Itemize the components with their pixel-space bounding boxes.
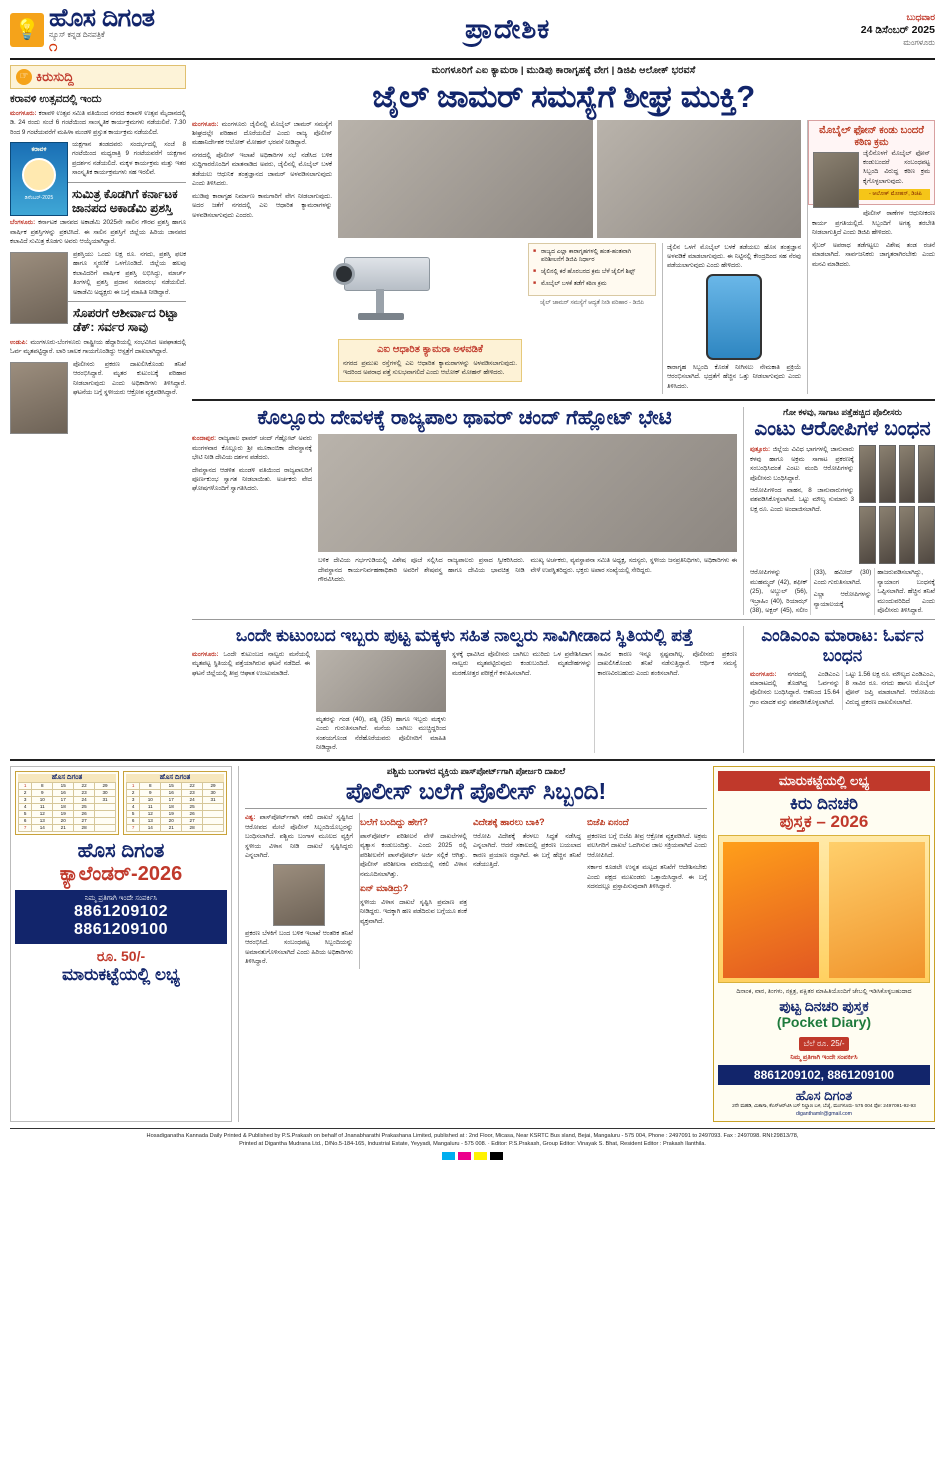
diary-headline-2: ಪುಸ್ತಕ – 2026 [779,812,869,832]
date: 24 ಡಿಸೆಂಬರ್ 2025 [860,24,935,37]
cmyk-registration-marks [10,1152,935,1160]
diary-footer-address: 2ನೇ ಮಹಡಿ, ಮಿಕಾಸಾ, ಕೆಎಸ್‌ಆರ್‌ಟಿಸಿ ಬಸ್ ನಿಲ್ದಾಣ ಬಳಿ, ಬೆಜೈ, ಮಂಗಳೂರು- 575 004 ಫೋ: 2497091-92-93 [732,1104,916,1110]
mobile-box-attribution: - ಆಲೋಕ್ ಮೋಹನ್, ಡಿಜಿಪಿ [813,189,930,200]
lead-body-2: ನಗರದಲ್ಲಿ ಪೊಲೀಸ್ ಇಲಾಖೆ ಅಧಿಕಾರಿಗಳ ಸಭೆ ನಡೆಸಿದ ಬಳಿಕ ಸುದ್ದಿಗಾರರೊಂದಿಗೆ ಮಾತನಾಡಿದ ಅವರು, ಜೈಲಿನಲ್ಲಿ ಮೊಬೈಲ್ ಬಳಕೆ ತಡೆಯಲು ಆಧುನಿಕ ತಂತ್ರಜ್ಞಾನದ ಜಾಮರ್ ಅಳವಡಿಸಲಾಗುವುದು ಎಂದು ತಿಳಿಸಿದರು. [192,151,332,188]
body-text: ಮಂಗಳೂರು-ಬೆಂಗಳೂರು ರಾಷ್ಟ್ರೀಯ ಹೆದ್ದಾರಿಯಲ್ಲಿ ಸಂಭವಿಸಿದ ಅಪಘಾತದಲ್ಲಿ ಓರ್ವ ಮೃತಪಟ್ಟಿದ್ದಾರೆ. ಲಾರಿ ಚಾಲಕ ಗಾಯಗೊಂಡಿದ್ದು ಆಸ್ಪತ್ರೆಗೆ ದಾಖಲಾಗಿದ್ದಾರೆ. [10,338,186,356]
lead-right-body-2: ಸೈಬರ್ ಅಪರಾಧ ತಡೆಗಟ್ಟಲು ವಿಶೇಷ ತಂಡ ರಚನೆ ಮಾಡಲಾಗಿದೆ. ಸಾರ್ವಜನಿಕರು ಜಾಗೃತರಾಗಿರಬೇಕು ಎಂದು ಮನವಿ ಮಾಡಿದರು. [812,241,935,268]
calendar-price: ರೂ. 50/- [96,947,146,964]
third-tier [192,626,935,752]
kolluru-photo [318,434,737,552]
phone-number-2[interactable]: 8861209100 [74,920,168,938]
left-item3-heading: ಸೊಪರಗೆ ಆಶೀರ್ವಾದ ರಿಟ್ಟಾ ಡೆಕ್: ಸರ್ವರ ಸಾವು [73,305,179,335]
byline: ಉಡುಪಿ: [10,338,28,346]
answer-4: ಪ್ರಕರಣದ ಬಗ್ಗೆ ಬಿಜೆಪಿ ತೀವ್ರ ಆಕ್ರೋಶ ವ್ಯಕ್ತಪಡಿಸಿದೆ. ಅಕ್ರಮ ವಲಸಿಗರಿಗೆ ದಾಖಲೆ ಒದಗಿಸುವ ಜಾಲ ಸಕ್ರಿಯವಾಗಿದೆ ಎಂದು ಆರೋಪಿಸಿದೆ. [587,832,707,859]
police-body-2: ಪ್ರಕರಣ ಬೆಳಕಿಗೆ ಬಂದ ಬಳಿಕ ಇಲಾಖೆ ಆಂತರಿಕ ತನಿಖೆ ಆರಂಭಿಸಿದೆ. ಸಂಬಂಧಪಟ್ಟ ಸಿಬ್ಬಂದಿಯನ್ನು ಅಮಾನತುಗೊಳಿಸಲಾಗಿದೆ ಎಂದು ಹಿರಿಯ ಅಧಿಕಾರಿಗಳು ತಿಳಿಸಿದ್ದಾರೆ. [245,929,353,965]
lead-kicker: ಮಂಗಳೂರಿಗೆ ಎಐ ಕ್ಯಾಮರಾ | ಮುಡಿಪು ಕಾರಾಗೃಹಕ್ಕೆ ವೇಗ | ಡಿಜಿಪಿ ಆಲೋಕ್ ಭರವಸೆ [431,64,696,76]
kirusuddi-title-1: ಕಿರು [36,68,54,84]
mobile-box-title: ಮೊಬೈಲ್ ಫೋನ್ ಕಂಡು ಬಂದರೆ ಕಠಿಣ ಕ್ರಮ [819,124,924,148]
weekday: ಬುಧವಾರ [906,12,935,23]
megaphone-icon: ☞ [16,69,32,85]
accused-portrait [273,864,325,926]
lead-mid-body-1: ಜೈಲಿನ ಒಳಗೆ ಮೊಬೈಲ್ ಬಳಕೆ ತಡೆಯಲು ಹೊಸ ತಂತ್ರಜ್ಞಾನ ಅಳವಡಿಕೆ ಮಾಡಲಾಗುವುದು. ಈ ನಿಟ್ಟಿನಲ್ಲಿ ಕೇಂದ್ರದಿಂದ ಸಹ ನೆರವು ಪಡೆಯಲಾಗುವುದು ಎಂದು ಹೇಳಿದರು. [667,243,801,270]
mdma-story [743,626,935,752]
question-3: ವಿದೇಶಕ್ಕೆ ಹಾರಲು ಬಾಕಿ? [473,817,545,828]
answer-1: ಪಾಸ್‌ಪೋರ್ಟ್ ಪರಿಶೀಲನೆ ವೇಳೆ ದಾಖಲೆಗಳಲ್ಲಿ ವ್ಯತ್ಯಾಸ ಕಂಡುಬಂದಿತ್ತು. ಎಂದು 2025 ರಲ್ಲಿ ಪರಿಶೀಲನೆಗೆ ಪಾಸ್‌ಪೋರ್ಟ್ ಅರ್ಜಿ ಸಲ್ಲಿಕೆ ಆಗಿತ್ತು. ಪೊಲೀಸ್ ಪರಿಶೀಲನಾ ವರದಿಯಲ್ಲಿ ನಕಲಿ ವಿಳಾಸ ನಮೂದಿಸಲಾಗಿತ್ತು. [360,832,467,878]
question-2: ಏನ್ ಮಾಡಿದ್ರು? [360,883,409,894]
kolluru-body-3: ಬಳಿಕ ದೇವಿಯ ಗರ್ಭಗುಡಿಯಲ್ಲಿ ವಿಶೇಷ ಪೂಜೆ ಸಲ್ಲಿಸಿದ ರಾಜ್ಯಪಾಲರು ಪ್ರಸಾದ ಸ್ವೀಕರಿಸಿದರು. ದೇವಸ್ಥಾನದ ಕಾರ್ಯನಿರ್ವಹಣಾಧಿಕಾರಿ ಅವರಿಗೆ ಶೇಷವಸ್ತ್ರ ಹಾಗೂ ದೇವಿಯ ಭಾವಚಿತ್ರ ನೀಡಿ ಗೌರವಿಸಿದರು. [318,557,525,584]
top-section [10,65,935,753]
family-body-1: ಒಂದೇ ಕುಟುಂಬದ ನಾಲ್ವರು ಮನೆಯಲ್ಲಿ ಮೃತಪಟ್ಟ ಸ್ಥಿತಿಯಲ್ಲಿ ಪತ್ತೆಯಾಗಿರುವ ಘಟನೆ ನಡೆದಿದೆ. ಈ ಘಟನೆ ಜಿಲ್ಲೆಯಲ್ಲಿ ತೀವ್ರ ಆಘಾತ ಉಂಟುಮಾಡಿದೆ. [192,650,310,677]
kolluru-body-1: ರಾಜ್ಯಪಾಲ ಥಾವರ್ ಚಂದ್ ಗೆಹ್ಲೋಟ್ ಅವರು ಮಂಗಳವಾರ ಕೊಲ್ಲೂರು ಶ್ರೀ ಮೂಕಾಂಬಿಕಾ ದೇವಸ್ಥಾನಕ್ಕೆ ಭೇಟಿ ನೀಡಿ ದೇವಿಯ ದರ್ಶನ ಪಡೆದರು. [192,435,312,462]
diary-price: ಬೆಲೆ ರೂ. 25/- [799,1037,848,1051]
calendar-grid: 1 8 15 22 29 2 9 16 23 30 3 10 17 24 31 4 11 18 25 5 12 19 26 6 13 20 27 7 14 21 28 [18,782,116,832]
byline: ಮಂಗಳೂರು: [192,120,219,128]
logo-subtitle: ನ್ಯೂಸ್ ಕನ್ನಡ ದಿನಪತ್ರಿಕೆ [49,30,105,39]
mobile-box-body: ಜೈಲಿನೊಳಗೆ ಮೊಬೈಲ್ ಫೋನ್ ಕಂಡುಬಂದರೆ ಸಂಬಂಧಪಟ್ಟ ಸಿಬ್ಬಂದಿ ವಿರುದ್ಧ ಕಠಿಣ ಕ್ರಮ ಕೈಗೊಳ್ಳಲಾಗುವುದು. [863,149,930,185]
byline: ಪುತ್ತೂರು: [750,446,771,454]
masthead-date-block [861,11,935,48]
calendar-card-2 [123,771,227,835]
mobile-phone-illustration [706,274,762,360]
left-item2-heading: ಸುಮಿತ್ರ ಕೊಡಗಿಗೆ ಕರ್ನಾಟಕ ಜಾನಪದ ಅಕಾಡೆಮಿ ಪ್ರಶಸ್ತಿ [72,186,178,216]
lead-right-body-1: ಪೊಲೀಸ್ ಠಾಣೆಗಳ ಆಧುನೀಕರಣ ಕಾರ್ಯ ಪ್ರಗತಿಯಲ್ಲಿದೆ. ಸಿಬ್ಬಂದಿಗೆ ಅಗತ್ಯ ತರಬೇತಿ ನೀಡಲಾಗುತ್ತಿದೆ ಎಂದು ಡಿಜಿಪಿ ಹೇಳಿದರು. [812,210,935,237]
kirusuddi-title-2: ಸುದ್ದಿ [53,68,74,84]
calendar-availability: ಮಾರುಕಟ್ಟೆಯಲ್ಲಿ ಲಭ್ಯ [61,964,180,984]
festival-badge [10,142,68,216]
lead-body-1: ಮಂಗಳೂರು ಜೈಲಿನಲ್ಲಿ ಮೊಬೈಲ್ ಜಾಮರ್ ಸಮಸ್ಯೆಗೆ ಶೀಘ್ರದಲ್ಲೇ ಪರಿಹಾರ ದೊರೆಯಲಿದೆ ಎಂದು ರಾಜ್ಯ ಪೊಲೀಸ್ ಮಹಾನಿರ್ದೇಶಕ ಆಲೋಕ್ ಮೋಹನ್ ಭರವಸೆ ನೀಡಿದ್ದಾರೆ. [192,120,333,147]
diary-sub-2: (Pocket Diary) [776,1014,872,1031]
camera-lens-icon [333,263,355,285]
lead-photo-strip [338,120,801,238]
logo-title: ಹೊಸ ದಿಗಂತ [49,4,155,32]
diary-sub-1: ಪುಟ್ಟ ದಿನಚರಿ ಪುಸ್ತಕ [779,998,869,1015]
lamp-icon: 💡 [10,13,44,47]
question-4: ಬಿಜೆಪಿ ಏನಂದೆ [587,817,629,828]
lead-photo-1 [338,120,593,238]
family-story [192,626,737,752]
ai-camera-body: ನಗರದ ಪ್ರಮುಖ ರಸ್ತೆಗಳಲ್ಲಿ ಎಐ ಆಧಾರಿತ ಕ್ಯಾಮರಾಗಳನ್ನು ಅಳವಡಿಸಲಾಗುವುದು. ಇದರಿಂದ ಅಪರಾಧ ಪತ್ತೆ ಸುಲಭವಾಗಲಿದೆ ಎಂದು ಆಲೋಕ್ ಮೋಹನ್ ಹೇಳಿದರು. [343,359,517,377]
mdma-headline: ಎಂಡಿಎಂಎ ಮಾರಾಟ: ಓರ್ವನ ಬಂಧನ [761,626,924,665]
kolluru-story [192,407,737,615]
arrest-body-3: ಆರೋಪಿಗಳನ್ನು ಮುಹಮ್ಮದ್ (42), ಶಫೀಕ್ (25), ಅಬ್ದುಲ್ (56), ಇಬ್ರಾಹಿಂ (40), ರಿಯಾಝ್ (38), ಅಕ್ಬರ್ (45), ಸಲೀಂ (33), ಹಮೀದ್ (30) ಎಂದು ಗುರುತಿಸಲಾಗಿದೆ. [750,569,872,614]
calendar-contact-block[interactable] [15,890,227,944]
question-1: ಬಲೆಗೆ ಬಂದಿದ್ದು ಹೇಗೆ? [360,817,428,828]
diary-footer-email: diganthamlr@gmail.com [795,1110,852,1117]
bullet-caption: ಜೈಲ್ ಜಾಮರ್ ಸಮಸ್ಯೆಗೆ ಆದ್ಯತೆ ನೀಡಿ ಪರಿಹಾರ - ಡಿಜಿಪಿ [540,300,644,307]
diary-contact-label: ನಿಮ್ಮ ಪ್ರತಿಗಾಗಿ ಇಂದೇ ಸಂಪರ್ಕಿಸಿ [790,1054,858,1062]
ai-camera-caption: ಎಐ ಆಧಾರಿತ ಕ್ಯಾಮರಾ ಅಳವಡಿಕೆ [377,343,483,355]
byline: ಮಂಗಳೂರು: [10,109,37,117]
lead-first-column [192,120,332,395]
logo-page-number: ೧ [49,37,58,55]
kolluru-body-2: ದೇವಸ್ಥಾನದ ಆಡಳಿತ ಮಂಡಳಿ ವತಿಯಿಂದ ರಾಜ್ಯಪಾಲರಿಗೆ ಪೂರ್ಣಕುಂಭ ಸ್ವಾಗತ ನೀಡಲಾಯಿತು. ಅರ್ಚಕರು ವೇದ ಘೋಷಗಳೊಂದಿಗೆ ಸ್ವಾಗತಿಸಿದರು. [192,466,312,493]
left-column [10,65,186,753]
calendar-brand-year: ಕ್ಯಾಲೆಂಡರ್-2026 [59,862,183,885]
cctv-camera-illustration [338,243,522,339]
diary-banner: ಮಾರುಕಟ್ಟೆಯಲ್ಲಿ ಲಭ್ಯ [718,771,930,791]
footer-line-1: Hosadiganatha Kannada Daily Printed & Published by P.S.Prakash on behalf of Jnanabharathi Prakashana Limited, published at : 2nd Floor, Micasa, Near KSRTC Bus sland, Bejai, Mangaluru - 575 004, Phone : 2497091 to 2497093. Fax : 2497098. RNI:29813/78, [146,1132,799,1139]
badge-top-text: ಕರಾವಳಿ [31,146,47,153]
section-title: ಪ್ರಾದೇಶಿಕ [465,13,551,44]
diary-headline-1: ಕಿರು ದಿನಚರಿ [789,793,859,813]
ai-camera-box [338,339,522,383]
footer-line-2: Printed at Digantha Mudrana Ltd., D/No.5-184-165, Industrial Estate, Yeyyadi, Mangaluru - 575 008. · Editor: P.S.Prakash, Group Editor: Vinayak S. Bhat, Resident Editor : Prakash Ilanthila. [239,1141,706,1148]
body-text-2: ಪ್ರಶಸ್ತಿಯು ಒಂದು ಲಕ್ಷ ರೂ. ನಗದು, ಪ್ರಶಸ್ತಿ ಫಲಕ ಹಾಗೂ ಸ್ಮರಣಿಕೆ ಒಳಗೊಂಡಿದೆ. ಜಿಲ್ಲೆಯ ಹಲವು ಕಲಾವಿದರಿಗೆ ವಾರ್ಷಿಕ ಪ್ರಶಸ್ತಿ ಲಭಿಸಿದ್ದು, ಮಾರ್ಚ್ ತಿಂಗಳಲ್ಲಿ ಪ್ರಶಸ್ತಿ ಪ್ರದಾನ ಸಮಾರಂಭ ನಡೆಯಲಿದೆ. ಅಕಾಡೆಮಿ ಅಧ್ಯಕ್ಷರು ಈ ಬಗ್ಗೆ ಮಾಹಿತಿ ನೀಡಿದ್ದಾರೆ. [73,250,186,296]
accused-mugshots [859,445,935,564]
diary-footer-brand: ಹೊಸ ದಿಗಂತ [795,1088,853,1104]
lead-photo-2 [597,120,801,238]
byline: ಮಂಗಳೂರು: [750,670,777,678]
second-tier [192,407,935,615]
police-body-1: ಪಾಸ್‌ಪೋರ್ಟ್‌ಗಾಗಿ ನಕಲಿ ದಾಖಲೆ ಸೃಷ್ಟಿಸಿದ ಆರೋಪದ ಮೇಲೆ ಪೊಲೀಸ್ ಸಿಬ್ಬಂದಿಯೊಬ್ಬರನ್ನು ಬಂಧಿಸಲಾಗಿದೆ. ಪಶ್ಚಿಮ ಬಂಗಾಳ ಮೂಲದ ವ್ಯಕ್ತಿಗೆ ಸ್ಥಳೀಯ ವಿಳಾಸ ನೀಡಿ ದಾಖಲೆ ಸೃಷ್ಟಿಸಿದ್ದರು ಎನ್ನಲಾಗಿದೆ. [245,814,354,860]
contact-label: ನಿಮ್ಮ ಪ್ರತಿಗಾಗಿ ಇಂದೇ ಸಂಪರ್ಕಿಸಿ [84,894,158,902]
family-headline: ಒಂದೇ ಕುಟುಂಬದ ಇಬ್ಬರು ಪುಟ್ಟ ಮಕ್ಕಳು ಸಹಿತ ನಾಲ್ವರು ಸಾವಿಗೀಡಾದ ಸ್ಥಿತಿಯಲ್ಲಿ ಪತ್ತೆ [235,626,694,646]
mugshot [899,506,916,564]
mdma-body-1: ನಗರದಲ್ಲಿ ಎಂಡಿಎಂಎ ಮಾರಾಟದಲ್ಲಿ ತೊಡಗಿದ್ದ ಓರ್ವನನ್ನು ಪೊಲೀಸರು ಬಂಧಿಸಿದ್ದಾರೆ. ಆತನಿಂದ 15.64 ಗ್ರಾಂ ಮಾದಕ ವಸ್ತು ವಶಪಡಿಸಿಕೊಳ್ಳಲಾಗಿದೆ. [750,670,840,706]
left-item2-body [10,218,186,246]
body-text-2: ಯಕ್ಷಗಾನ ತಂಡದವರು ಸಂದರ್ಭದಲ್ಲಿ ಸಂಜೆ 8 ಗಂಟೆಯಿಂದ ಮಧ್ಯರಾತ್ರಿ 9 ಗಂಟೆಯವರೆಗೆ ಯಕ್ಷಗಾನ ಪ್ರದರ್ಶನ ನಡೆಯಲಿದೆ. ಮಕ್ಕಳ ಕಾರ್ಯಕ್ರಮ ಮತ್ತು ಇತರ ಸಾಂಸ್ಕೃತಿಕ ಕಾರ್ಯಕ್ರಮಗಳು ಸಹ ಇರಲಿವೆ. [72,140,186,177]
answer-4b: ಸರ್ಕಾರ ಕೂಡಲೇ ಉನ್ನತ ಮಟ್ಟದ ತನಿಖೆಗೆ ಆದೇಶಿಸಬೇಕು ಎಂದು ಪಕ್ಷದ ಮುಖಂಡರು ಒತ್ತಾಯಿಸಿದ್ದಾರೆ. ಈ ಬಗ್ಗೆ ಸದನದಲ್ಲೂ ಪ್ರಸ್ತಾಪಿಸುವುದಾಗಿ ತಿಳಿಸಿದ್ದಾರೆ. [587,864,707,891]
calendar-card-1 [15,771,119,835]
left-item1-heading: ಕರಾವಳಿ ಉತ್ಸವದಲ್ಲಿ ಇಂದು [10,92,102,105]
arrest-kicker: ಗೋ ಕಳವು, ಸಾಗಾಟ ಪತ್ತೆಹಚ್ಚಿದ ಪೊಲೀಸರು [783,407,902,418]
portrait-photo-2 [10,362,68,434]
bullet-3: ■ ಮೊಬೈಲ್ ಬಳಕೆ ತಡೆಗೆ ಕಠಿಣ ಕ್ರಮ [533,280,651,289]
officer-photo [813,152,859,208]
badge-bottom-text: ಡಿಸೆಂಬರ್-2025 [24,194,54,201]
lead-headline: ಜೈಲ್ ಜಾಮರ್ ಸಮಸ್ಯೆಗೆ ಶೀಘ್ರ ಮುಕ್ತಿ? [372,78,755,114]
mugshot [899,445,916,503]
bullet-1: ■ ರಾಜ್ಯದ ಎಲ್ಲಾ ಕಾರಾಗೃಹಗಳಲ್ಲಿ ಹಂತ-ಹಂತವಾಗಿ ಪರಿಶೀಲನೆಗೆ ಡಿಜಿಪಿ ನಿರ್ಧಾರ [533,248,651,265]
mugshot [859,506,876,564]
bullet-2: ■ ಜೈಲಿನಲ್ಲಿ ಕರೆ ಹೊರಬರದ ಕ್ರಮ ಬೆಳೆ ಜೈಲಿಗೆ ಶಿಫ್ಟ್ [533,268,651,277]
lead-story [192,65,935,395]
body-text: ಕರ್ನಾಟಕ ಜಾನಪದ ಅಕಾಡೆಮಿ 2025ನೇ ಸಾಲಿನ ಗೌರವ ಪ್ರಶಸ್ತಿ ಹಾಗೂ ವಾರ್ಷಿಕ ಪ್ರಶಸ್ತಿಗಳನ್ನು ಪ್ರಕಟಿಸಿದೆ. ಈ ಸಾಲಿನ ಪ್ರಶಸ್ತಿಗೆ ಜಿಲ್ಲೆಯ ಹಿರಿಯ ಜಾನಪದ ಕಲಾವಿದೆ ಸುಮಿತ್ರ ಕೊಡಗು ಅವರು ಆಯ್ಕೆಯಾಗಿದ್ದಾರೆ. [10,219,186,246]
portrait-photo [10,252,68,324]
byline: ಕುಂದಾಪುರ: [192,435,217,443]
arrest-body-1: ಜಿಲ್ಲೆಯ ವಿವಿಧ ಭಾಗಗಳಲ್ಲಿ ಜಾನುವಾರು ಕಳವು ಹಾಗೂ ಅಕ್ರಮ ಸಾಗಾಟ ಪ್ರಕರಣಕ್ಕೆ ಸಂಬಂಧಿಸಿದಂತೆ ಎಂಟು ಮಂದಿ ಆರೋಪಿಗಳನ್ನು ಪೊಲೀಸರು ಬಂಧಿಸಿದ್ದಾರೆ. [750,446,855,482]
page-footer [10,1128,935,1149]
mobile-warning-box [808,120,935,206]
police-headline: ಪೊಲೀಸ್ ಬಲೆಗೆ ಪೊಲೀಸ್ ಸಿಬ್ಬಂದಿ! [345,777,607,804]
main-content [192,65,935,753]
mugshot [879,506,896,564]
family-body-4: ಸಾವಿನ ಕಾರಣ ಇನ್ನೂ ಸ್ಪಷ್ಟವಾಗಿಲ್ಲ. ಪೊಲೀಸರು ಪ್ರಕರಣ ದಾಖಲಿಸಿಕೊಂಡು ತನಿಖೆ ನಡೆಸುತ್ತಿದ್ದಾರೆ. ಆರ್ಥಿಕ ಸಮಸ್ಯೆ ಕಾರಣವಿರಬಹುದು ಎಂದು ಶಂಕಿಸಲಾಗಿದೆ. [597,650,737,677]
calendar-advertisement[interactable] [10,766,232,1122]
arrest-story [743,407,935,615]
answer-3: ಆರೋಪಿ ವಿದೇಶಕ್ಕೆ ತೆರಳಲು ಸಿದ್ಧತೆ ನಡೆಸಿದ್ದ ಎನ್ನಲಾಗಿದೆ. ಆದರೆ ಸಕಾಲದಲ್ಲಿ ಪ್ರಕರಣ ಬಯಲಾದ ಕಾರಣ ಪ್ರಯಾಣ ರದ್ದಾಗಿದೆ. ಈ ಬಗ್ಗೆ ಹೆಚ್ಚಿನ ತನಿಖೆ ನಡೆಯುತ್ತಿದೆ. [473,832,581,869]
mugshot [918,445,935,503]
byline: ಮಂಗಳೂರು: [192,650,219,658]
badge-emblem [22,158,56,192]
masthead [10,6,935,60]
family-body-3: ಸ್ಥಳಕ್ಕೆ ಧಾವಿಸಿದ ಪೊಲೀಸರು ಬಾಗಿಲು ಮುರಿದು ಒಳ ಪ್ರವೇಶಿಸಿದಾಗ ನಾಲ್ವರು ಮೃತಪಟ್ಟಿರುವುದು ಕಂಡುಬಂದಿದೆ. ಮೃತದೇಹಗಳನ್ನು ಮರಣೋತ್ತರ ಪರೀಕ್ಷೆಗೆ ಕಳುಹಿಸಲಾಗಿದೆ. [452,650,592,677]
family-body-2: ಮೃತರನ್ನು ಗಂಡ (40), ಪತ್ನಿ (35) ಹಾಗೂ ಇಬ್ಬರು ಮಕ್ಕಳು ಎಂದು ಗುರುತಿಸಲಾಗಿದೆ. ಮನೆಯ ಬಾಗಿಲು ಮುಚ್ಚಿದ್ದರಿಂದ ಸಂಶಯಗೊಂಡ ನೆರೆಹೊರೆಯವರು ಪೊಲೀಸರಿಗೆ ಮಾಹಿತಿ ನೀಡಿದ್ದಾರೆ. [316,715,446,752]
lead-mid-body-2: ಕಾರಾಗೃಹ ಸಿಬ್ಬಂದಿ ಕೊರತೆ ನೀಗಿಸಲು ನೇಮಕಾತಿ ಪ್ರಕ್ರಿಯೆ ಆರಂಭಿಸಲಾಗಿದೆ. ಭದ್ರತೆಗೆ ಹೆಚ್ಚಿನ ಒತ್ತು ನೀಡಲಾಗುವುದು ಎಂದು ತಿಳಿಸಿದರು. [667,363,801,390]
family-photo [316,650,446,712]
bottom-section [10,759,935,1122]
lead-body-3: ಮುಡಿಪು ಕಾರಾಗೃಹ ನಿರ್ಮಾಣ ಕಾಮಗಾರಿಗೆ ವೇಗ ನೀಡಲಾಗುವುದು. ಅದರ ಜತೆಗೆ ನಗರದಲ್ಲಿ ಎಐ ಆಧಾರಿತ ಕ್ಯಾಮರಾಗಳನ್ನು ಅಳವಡಿಸಲಾಗುವುದು ಎಂದರು. [192,192,332,219]
kolluru-body-4: ಮುಖ್ಯ ಅರ್ಚಕರು, ವ್ಯವಸ್ಥಾಪನಾ ಸಮಿತಿ ಅಧ್ಯಕ್ಷ, ಸದಸ್ಯರು, ಸ್ಥಳೀಯ ಜನಪ್ರತಿನಿಧಿಗಳು, ಅಧಿಕಾರಿಗಳು ಈ ವೇಳೆ ಉಪಸ್ಥಿತರಿದ್ದರು. ಭಕ್ತರು ಅಪಾರ ಸಂಖ್ಯೆಯಲ್ಲಿ ಸೇರಿದ್ದರು. [530,557,737,574]
diary-description: ದಿನಾಂಕ, ವಾರ, ತಿಂಗಳು, ನಕ್ಷತ್ರ, ಪಕ್ಷಿತರ ಮಾಹಿತಿಯೊಂದಿಗೆ ಜೇಬಲ್ಲಿ ಇಡಿಸಿಕೊಳ್ಳಬಹುದಾದ [736,987,912,995]
byline: ವಿಶ್ವ: [245,814,256,822]
mugshot [859,445,876,503]
arrest-headline: ಎಂಟು ಆರೋಪಿಗಳ ಬಂಧನ [754,418,931,441]
edition-place: ಮಂಗಳೂರು [903,37,935,47]
mugshot [918,506,935,564]
lead-mid-col [663,243,801,392]
diary-phones[interactable]: 8861209102, 8861209100 [718,1065,930,1085]
byline: ಬೆಂಗಳೂರು: [10,219,36,227]
calendar-card-title: ಹೊಸ ದಿಗಂತ [126,774,224,782]
kirusuddi-header [10,65,186,89]
newspaper-logo [10,6,155,54]
arrest-body-4: ಎಲ್ಲಾ ಆರೋಪಿಗಳನ್ನು ನ್ಯಾಯಾಲಯಕ್ಕೆ ಹಾಜರುಪಡಿಸಲಾಗಿದ್ದು, ನ್ಯಾಯಾಂಗ ಬಂಧನಕ್ಕೆ ಒಪ್ಪಿಸಲಾಗಿದೆ. ಹೆಚ್ಚಿನ ತನಿಖೆ ಮುಂದುವರಿದಿದೆ ಎಂದು ಪೊಲೀಸರು ತಿಳಿಸಿದ್ದಾರೆ. [813,569,935,614]
calendar-brand: ಹೊಸ ದಿಗಂತ [77,839,165,862]
diary-advertisement[interactable] [713,766,935,1122]
diary-cover-illustration [718,835,930,983]
left-item3-body [10,338,186,357]
body-text: ಕರಾವಳಿ ಉತ್ಸವ ಸಮಿತಿ ವತಿಯಿಂದ ನಗರದ ಕರಾವಳಿ ಉತ್ಸವ ಮೈದಾನದಲ್ಲಿ ಡಿ. 24 ರಂದು ಸಂಜೆ 6 ಗಂಟೆಯಿಂದ ಸಾಂಸ್ಕೃತಿಕ ಕಾರ್ಯಕ್ರಮಗಳು ನಡೆಯಲಿವೆ. 7.30 ರಿಂದ 9 ಗಂಟೆಯವರೆಗೆ ಮಹಿಳಾ ಮಂಡಳಿ ಪ್ರಸ್ತುತ ಕಾರ್ಯಕ್ರಮ ನಡೆಯಲಿದೆ. [10,109,186,136]
arrest-body-2: ಆರೋಪಿಗಳಿಂದ ವಾಹನ, 8 ಜಾನುವಾರುಗಳನ್ನು ವಶಪಡಿಸಿಕೊಳ್ಳಲಾಗಿದೆ. ಒಟ್ಟು ಮೌಲ್ಯ ಸುಮಾರು 3 ಲಕ್ಷ ರೂ. ಎಂದು ಅಂದಾಜಿಸಲಾಗಿದೆ. [750,486,854,513]
calendar-card-title: ಹೊಸ ದಿಗಂತ [18,774,116,782]
police-kicker: ಪಶ್ಚಿಮ ಬಂಗಾಳದ ವ್ಯಕ್ತಿಯ ಪಾಸ್‌ಪೋರ್ಟ್‌ಗಾಗಿ ಪೋರ್ಜರಿ ದಾಖಲೆ [386,765,566,776]
mugshot [879,445,896,503]
phone-number-1[interactable]: 8861209102 [74,902,168,920]
answer-2: ಸ್ಥಳೀಯ ವಿಳಾಸ ದಾಖಲೆ ಸೃಷ್ಟಿಸಿ ಪ್ರಮಾಣ ಪತ್ರ ನೀಡಿದ್ದರು. ಇದಕ್ಕಾಗಿ ಹಣ ಪಡೆದಿರುವ ಬಗ್ಗೆಯೂ ಶಂಕೆ ವ್ಯಕ್ತವಾಗಿದೆ. [360,898,467,925]
lead-bullet-box [528,243,656,297]
body-text-2: ಪೊಲೀಸರು ಪ್ರಕರಣ ದಾಖಲಿಸಿಕೊಂಡು ತನಿಖೆ ಆರಂಭಿಸಿದ್ದಾರೆ. ಮೃತರ ಕುಟುಂಬಕ್ಕೆ ಪರಿಹಾರ ನೀಡಲಾಗುವುದು ಎಂದು ಅಧಿಕಾರಿಗಳು ತಿಳಿಸಿದ್ದಾರೆ. ಘಟನೆಯ ಬಗ್ಗೆ ಸ್ಥಳೀಯರು ಆಕ್ರೋಶ ವ್ಯಕ್ತಪಡಿಸಿದ್ದಾರೆ. [73,360,186,396]
bottom-police-story [238,766,707,1122]
lead-right-column [807,120,935,395]
kolluru-headline: ಕೊಲ್ಲೂರು ದೇವಳಕ್ಕೆ ರಾಜ್ಯಪಾಲ ಥಾವರ್ ಚಂದ್ ಗೆಹ್ಲೋಟ್ ಭೇಟಿ [257,407,672,430]
mdma-body-2: ಒಟ್ಟು 1.56 ಲಕ್ಷ ರೂ. ಮೌಲ್ಯದ ಎಂಡಿಎಂಎ, 8 ಸಾವಿರ ರೂ. ನಗದು ಹಾಗೂ ಮೊಬೈಲ್ ಫೋನ್ ಜಪ್ತಿ ಮಾಡಲಾಗಿದೆ. ಆರೋಪಿಯ ವಿರುದ್ಧ ಪ್ರಕರಣ ದಾಖಲಿಸಲಾಗಿದೆ. [845,670,935,706]
calendar-grid-2: 1 8 15 22 29 2 9 16 23 30 3 10 17 24 31 4 11 18 25 5 12 19 26 6 13 20 27 7 14 21 28 [126,782,224,832]
